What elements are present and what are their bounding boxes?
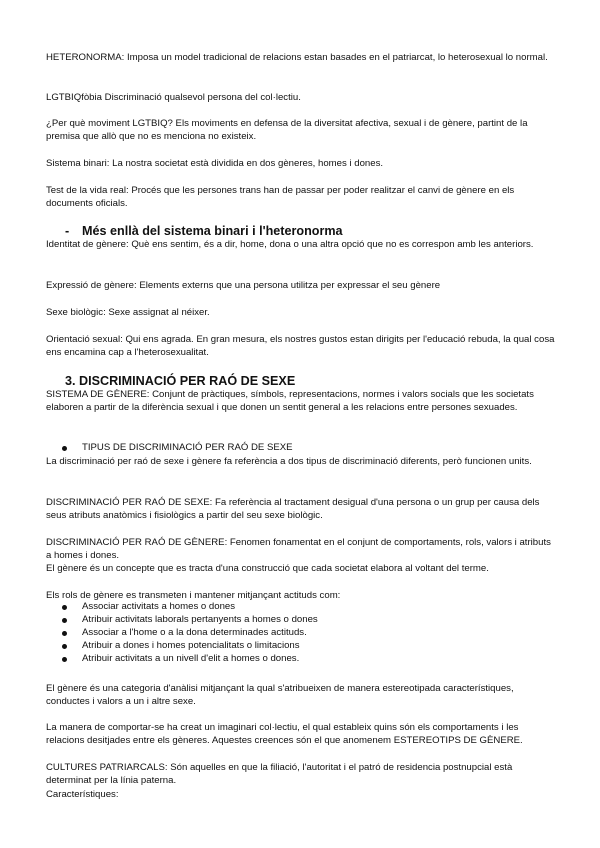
paragraph-sistema-binari: Sistema binari: La nostra societat està dividida en dos gèneres, homes i dones. [46,158,384,169]
paragraph-cultures-patriarcals: CULTURES PATRIARCALS: Són aquelles en que la filiació, l'autoritat i el patró de residencia postnupcial està determinat per la línia paterna. [46,762,513,787]
bullet-rol [62,631,67,636]
heading-discriminacio-sexe: 3. DISCRIMINACIÓ PER RAÓ DE SEXE [65,374,296,388]
bullet-rol [62,657,67,662]
list-item-rol: Atribuir activitats a un nivell d'elit a homes o dones. [82,653,300,664]
list-item-rol: Associar a l'home o a la dona determinades actituds. [82,627,307,638]
paragraph-caracteristiques: Característiques: [46,789,119,800]
bullet-rol [62,605,67,610]
paragraph-sistema-genere: SISTEMA DE GÈNERE: Conjunt de pràctiques, símbols, representacions, normes i valors socials que les societats elaboren a partir de la diferència sexual i que donen un sentit general a les relacions entre persones sexuades. [46,389,534,414]
bullet-rol [62,644,67,649]
paragraph-discriminacio-sexe: DISCRIMINACIÓ PER RAÓ DE SEXE: Fa referència al tractament desigual d'una persona o un grup per causa dels seus atributs anatòmics i fisiològics a partir del seu sexe biològic. [46,497,540,522]
paragraph-identitat-genere: Identitat de gènere: Què ens sentim, és a dir, home, dona o una altra opció que no es correspon amb les anteriors. [46,239,534,250]
list-item-rol: Associar activitats a homes o dones [82,601,236,612]
paragraph-genere-categoria: El gènere és una categoria d'anàlisi mitjançant la qual s'atribueixen de manera estereotipada característiques, conductes i valors a un i altre sexe. [46,683,514,708]
heading-tipus-discriminacio: TIPUS DE DISCRIMINACIÓ PER RAÓ DE SEXE [82,442,293,453]
paragraph-sexe-biologic: Sexe biològic: Sexe assignat al néixer. [46,307,210,318]
list-item-rol: Atribuir a dones i homes potencialitats o limitacions [82,640,300,651]
paragraph-rols-intro: Els rols de gènere es transmeten i mantener mitjançant actituds com: [46,590,341,601]
paragraph-orientacio-sexual: Orientació sexual: Qui ens agrada. En gran mesura, els nostres gustos estan dirigits per l'educació rebuda, la qual cosa ens encamina cap a l'heterosexualitat. [46,334,555,359]
paragraph-heteronorma: HETERONORMA: Imposa un model tradicional de relacions estan basades en el patriarcat, lo heterosexual lo normal. [46,52,548,63]
paragraph-genere-concepte: El gènere és un concepte que es tracta d'una construcció que cada societat elabora al voltant del terme. [46,563,489,574]
paragraph-expressio-genere: Expressió de gènere: Elements externs que una persona utilitza per expressar el seu gènere [46,280,441,291]
paragraph-manera-comportar: La manera de comportar-se ha creat un imaginari col·lectiu, el qual estableix quins són els comportaments i les relacions desitjades entre els gèneres. Aquestes creences són el que anomenem ESTEREOTIPS DE GÈNERE. [46,722,523,747]
paragraph-tipus-text: La discriminació per raó de sexe i gènere fa referència a dos tipus de discriminació diferents, però funcionen units. [46,456,532,467]
paragraph-per-que-moviment: ¿Per què moviment LGTBIQ? Els moviments en defensa de la diversitat afectiva, sexual i de gènere, partint de la premisa que allò que no es menciona no existeix. [46,118,528,143]
heading-mes-enlla: Més enllà del sistema binari i l'heteronorma [82,224,343,238]
paragraph-discriminacio-genere: DISCRIMINACIÓ PER RAÓ DE GÈNERE: Fenomen fonamentat en el conjunt de comportaments, rols, valors i atributs a homes i dones. [46,537,551,562]
list-item-rol: Atribuir activitats laborals pertanyents a homes o dones [82,614,318,625]
heading-dash: - [65,224,70,238]
paragraph-test-vida-real: Test de la vida real: Procés que les persones trans han de passar per poder realitzar el canvi de gènere en els documents oficials. [46,185,515,210]
paragraph-lgtbiqfobia: LGTBIQfòbia Discriminació qualsevol persona del col·lectiu. [46,92,301,103]
bullet-tipus [62,446,67,451]
bullet-rol [62,618,67,623]
